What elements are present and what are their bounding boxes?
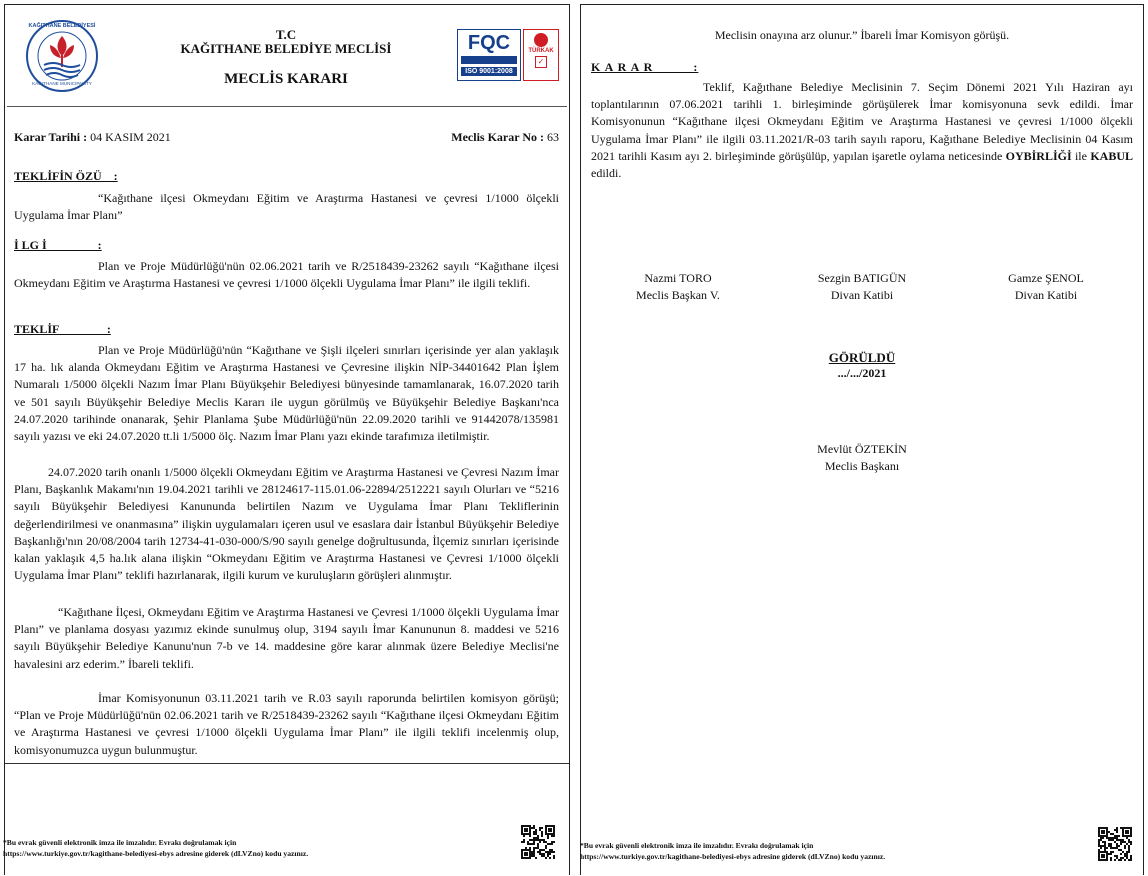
footer-line-2: https://www.turkiye.gov.tr/kagithane-belediyesi-ebys adresine giderek (dLVZno) kodu yazınız.	[580, 851, 886, 861]
signature-name: Gamze ŞENOL	[1008, 271, 1084, 285]
header-council: KAĞITHANE BELEDİYE MECLİSİ	[180, 41, 392, 56]
municipality-logo	[25, 19, 99, 93]
signature-title: Meclis Başkan V.	[636, 288, 720, 303]
header-tc: T.C	[275, 27, 297, 42]
turkak-badge	[523, 29, 559, 81]
section-heading-teklif: TEKLİF :	[14, 322, 111, 336]
qr-code-icon	[521, 825, 555, 859]
seen-label: GÖRÜLDÜ	[828, 350, 896, 365]
signature-block	[971, 270, 1121, 304]
section-heading-ozu: TEKLİFİN ÖZÜ :	[14, 169, 118, 183]
footer-line-1: *Bu evrak güvenli elektronik imza ile imzalıdır. Evrakı doğrulamak için	[3, 838, 237, 847]
ilgi-text: Plan ve Proje Müdürlüğü'nün 02.06.2021 tarih ve R/2518439-23262 sayılı “Kağıthane ilçesi Okmeydanı Eğitim ve Araştırma Hastanesi ve çevresi 1/1000 ölçekli Uygulama İmar Planı” ile ilgili teklifi.	[14, 259, 559, 291]
turkak-emblem-icon	[534, 33, 548, 47]
decision-number-label: Meclis Karar No :	[451, 130, 544, 144]
president-title: Meclis Başkanı	[824, 459, 900, 474]
teklif-paragraph-2: 24.07.2020 tarih onanlı 1/5000 ölçekli Okmeydanı Eğitim ve Araştırma Hastanesi ve Çevresi Nazım İmar Planı, Başkanlık Makamı'nın 19.04.2021 tarihli ve 28124617-115.01.06-22894/2512221 sayılı Olurları ve “5216 sayılı Büyükşehir Belediyesi Kanununda belirtilen Nazım ve Uygulama İmar Planı Tekliflerinin değerlendirilmesi ve onanmasına” ilişkin uygulamaları içeren usul ve esaslara dair İstanbul Büyükşehir Belediye Başkanlığı'nın 20/08/2004 tarih 12734-41-030-000/S/90 sayılı genelge doğrultusunda, İlçemiz sınırları içerisinde kalan yaklaşık 4,5 ha.lık alana ilişkin “Okmeydanı Eğitim ve Araştırma Hastanesi ve Çevresi 1/1000 ölçekli Uygulama İmar Planı” teklifi hazırlanarak, ilgili kurum ve kuruluşların görüşleri alınmıştır.	[14, 465, 559, 583]
document-page-2	[580, 4, 1144, 875]
footer-line-2: https://www.turkiye.gov.tr/kagithane-belediyesi-ebys adresine giderek (dLVZno) kodu yazınız.	[3, 848, 309, 858]
decision-number	[451, 129, 559, 146]
commission-text: İmar Komisyonunun 03.11.2021 tarih ve R.03 sayılı raporunda belirtilen komisyon görüşü; “Plan ve Proje Müdürlüğü'nün 02.06.2021 tarih ve R/2518439-23262 sayılı “Kağıthane ilçesi Okmeydanı Eğitim ve Araştırma Hastanesi ve çevresi 1/1000 ölçekli Uygulama İmar Planı” ile ilgili teklifi incelenmiş olup, komisyonumuzca uygun bulunmuştur.	[14, 691, 559, 757]
content-bottom-rule	[5, 763, 569, 764]
signature-name: Sezgin BATIGÜN	[817, 271, 907, 285]
fqc-stripe	[461, 56, 517, 64]
logo-text-top: KAĞITHANE BELEDİYESİ	[28, 23, 96, 29]
iso-text: ISO 9001:2008	[461, 67, 517, 76]
fqc-badge	[457, 29, 521, 81]
signature-name: Nazmi TORO	[644, 271, 712, 285]
qr-code-graphic	[1098, 827, 1132, 861]
logo-text-bottom: KAĞITHANE MUNICIPALITY	[32, 81, 92, 86]
decision-date-label: Karar Tarihi :	[14, 130, 88, 144]
turkak-text: TÜRKAK	[528, 48, 554, 54]
teklif-paragraph-3: “Kağıthane İlçesi, Okmeydanı Eğitim ve Araştırma Hastanesi ve Çevresi 1/1000 ölçekli Uygulama İmar Planı” ve planlama dosyası yazımız ekinde sunulmuş olup, 3194 sayılı İmar Kanununun 8. maddesi ve 5216 sayılı Büyükşehir Belediye Kanunu'nun 7-b ve 14. maddesine göre karar alınmak üzere Belediye Meclisi'ne havalesini arz ederim.” İbareli teklifi.	[14, 605, 559, 671]
seen-date: .../.../2021	[837, 366, 887, 380]
header-doc-type: MECLİS KARARI	[224, 71, 348, 87]
footer-note	[580, 841, 885, 862]
qr-code-graphic	[521, 825, 555, 859]
decision-date	[14, 129, 171, 146]
signature-block	[787, 270, 937, 304]
decision-date-value: 04 KASIM 2021	[87, 130, 171, 144]
president-signature	[787, 441, 937, 475]
signature-title: Divan Katibi	[830, 288, 894, 303]
ozu-text: “Kağıthane ilçesi Okmeydanı Eğitim ve Araştırma Hastanesi ve çevresi 1/1000 ölçekli Uygulama İmar Planı”	[14, 191, 559, 223]
document-page-1	[4, 4, 570, 875]
president-name: Mevlüt ÖZTEKİN	[817, 442, 907, 456]
karar-text	[591, 79, 1133, 182]
section-heading-karar: K A R A R :	[591, 60, 699, 74]
karar-unanimous: OYBİRLİĞİ	[1005, 148, 1072, 163]
qr-code-icon	[1098, 827, 1132, 861]
header-divider	[7, 106, 567, 107]
footer-note	[3, 838, 308, 859]
turkak-check-icon: ✓	[535, 56, 547, 68]
signature-title: Divan Katibi	[1014, 288, 1078, 303]
karar-accepted: KABUL	[1090, 148, 1133, 163]
approval-line: Meclisin onayına arz olunur.” İbareli İmar Komisyon görüşü.	[714, 28, 1010, 42]
karar-end: edildi.	[591, 166, 622, 181]
fqc-text: FQC	[467, 32, 511, 54]
footer-line-1: *Bu evrak güvenli elektronik imza ile imzalıdır. Evrakı doğrulamak için	[580, 841, 814, 850]
decision-number-value: 63	[544, 130, 559, 144]
signature-block	[603, 270, 753, 304]
section-heading-ilgi: İ LG İ :	[14, 238, 102, 252]
karar-text-main: Teklif, Kağıthane Belediye Meclisinin 7. Seçim Dönemi 2021 Yılı Haziran ayı toplantılarının 07.06.2021 tarihli 1. birleşiminde görüşülerek İmar komisyonuna sevk edildi. İmar Komisyonunun “Kağıthane ilçesi Okmeydanı Eğitim ve Araştırma Hastanesi ve çevresi 1/1000 ölçekli Uygulama İmar Planı” ile ilgili 03.11.2021/R-03 tarih sayılı raporu, Kağıthane Belediye Meclisinin 04 Kasım 2021 tarihli Kasım ayı 2. birleşiminde görüşülüp, yapılan işaretle oylama neticesinde	[591, 80, 1133, 163]
teklif-paragraph-1: Plan ve Proje Müdürlüğü'nün “Kağıthane ve Şişli ilçeleri sınırları içerisinde yer alan yaklaşık 17 ha. lık alanda Okmeydanı Eğitim ve Araştırma Hastanesi ve Çevresine ilişkin NİP-34401642 Plan İşlem Numaralı 1/5000 ölçekli Nazım İmar Planı Büyükşehir Belediyesi bünyesinde tamamlanarak, 16.07.2020 tarih ve 501 sayılı Büyükşehir Belediye Meclis Kararı ile uygun görülmüş ve Büyükşehir Belediye Başkanı'nca 24.07.2020 tarihinde onanarak, Şehir Planlama Şube Müdürlüğü'nün 22.09.2020 tarihli ve 91442078/135981 sayılı yazısı ve eki 24.07.2020 tt.li 1/5000 ölç. Nazım İmar Planı yazı ekinde tarafımıza iletilmiştir.	[14, 343, 559, 444]
karar-mid: ile	[1071, 148, 1091, 163]
